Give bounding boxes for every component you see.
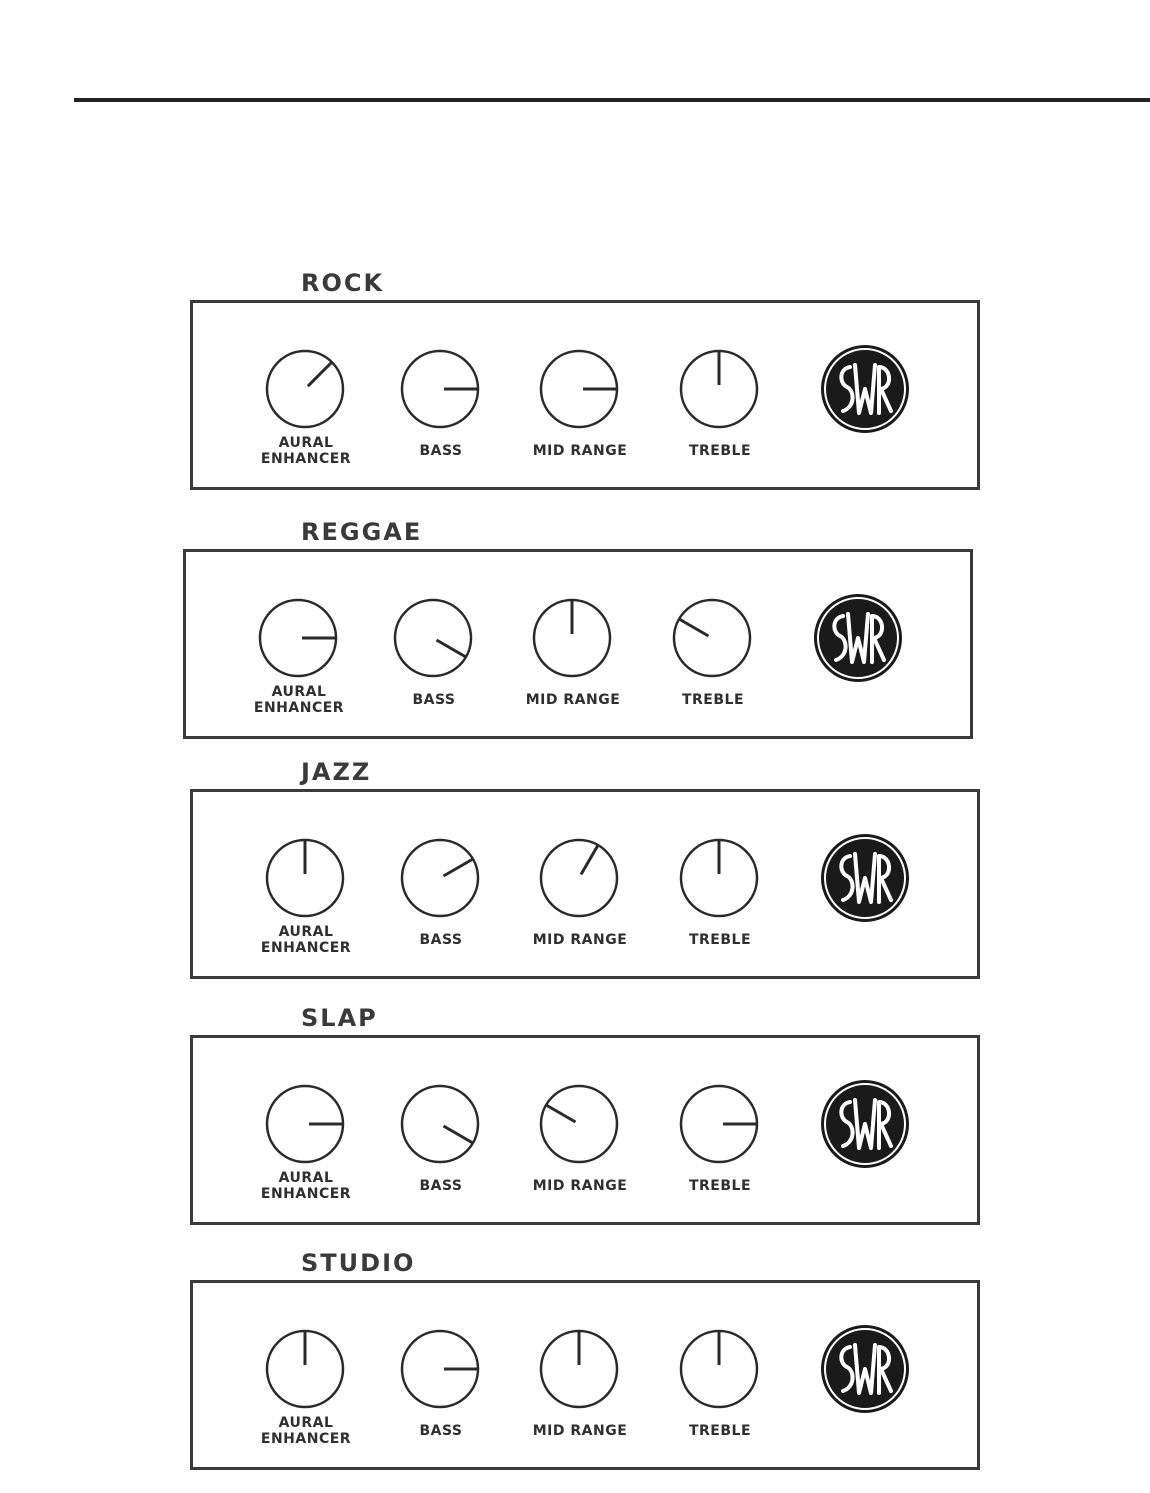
knob-dial-icon xyxy=(391,596,475,680)
knob-mid-range[interactable] xyxy=(500,1327,660,1457)
swr-logo-icon xyxy=(819,832,911,924)
knob-label: MID RANGE xyxy=(532,443,628,459)
knob-treble[interactable] xyxy=(640,1082,800,1212)
top-rule xyxy=(74,98,1150,102)
knob-label: BASS xyxy=(419,1178,463,1194)
knob-dial-icon xyxy=(677,1082,761,1166)
knob-label: MID RANGE xyxy=(532,1178,628,1194)
knob-label: TREBLE xyxy=(688,443,752,459)
knob-label: TREBLE xyxy=(688,932,752,948)
knob-dial-icon xyxy=(677,836,761,920)
preset-slap xyxy=(190,1005,980,1245)
knob-dial-icon xyxy=(670,596,754,680)
preset-title: ROCK xyxy=(301,269,385,297)
knob-dial-icon xyxy=(256,596,340,680)
preset-title: STUDIO xyxy=(301,1249,416,1277)
knob-dial-icon xyxy=(263,836,347,920)
knob-label: AURAL ENHANCER xyxy=(253,684,345,716)
knob-dial-icon xyxy=(263,1082,347,1166)
knob-label: AURAL ENHANCER xyxy=(260,435,352,467)
knob-dial-icon xyxy=(537,836,621,920)
knob-label: MID RANGE xyxy=(532,932,628,948)
knob-bass[interactable] xyxy=(361,836,521,966)
knob-label: BASS xyxy=(419,443,463,459)
preset-reggae xyxy=(183,519,973,759)
knob-dial-icon xyxy=(398,836,482,920)
preset-title: SLAP xyxy=(301,1004,378,1032)
knob-bass[interactable] xyxy=(361,1082,521,1212)
preset-studio xyxy=(190,1250,980,1490)
knob-label: BASS xyxy=(412,692,456,708)
knob-mid-range[interactable] xyxy=(493,596,653,726)
knob-treble[interactable] xyxy=(633,596,793,726)
knob-mid-range[interactable] xyxy=(500,347,660,477)
knob-label: TREBLE xyxy=(688,1178,752,1194)
amp-panel xyxy=(183,549,973,739)
knob-dial-icon xyxy=(263,347,347,431)
knob-label: MID RANGE xyxy=(532,1423,628,1439)
knob-dial-icon xyxy=(530,596,614,680)
amp-panel xyxy=(190,1035,980,1225)
knob-bass[interactable] xyxy=(361,1327,521,1457)
knob-dial-icon xyxy=(677,347,761,431)
amp-panel xyxy=(190,300,980,490)
preset-title: JAZZ xyxy=(301,758,372,786)
knob-bass[interactable] xyxy=(361,347,521,477)
knob-label: BASS xyxy=(419,1423,463,1439)
knob-dial-icon xyxy=(398,1327,482,1411)
swr-logo-icon xyxy=(819,1078,911,1170)
swr-logo-icon xyxy=(812,592,904,684)
preset-jazz xyxy=(190,759,980,999)
knob-dial-icon xyxy=(537,347,621,431)
preset-rock xyxy=(190,270,980,510)
knob-dial-icon xyxy=(677,1327,761,1411)
knob-bass[interactable] xyxy=(354,596,514,726)
knob-dial-icon xyxy=(263,1327,347,1411)
knob-dial-icon xyxy=(398,347,482,431)
knob-dial-icon xyxy=(537,1327,621,1411)
knob-treble[interactable] xyxy=(640,1327,800,1457)
knob-label: AURAL ENHANCER xyxy=(260,924,352,956)
knob-mid-range[interactable] xyxy=(500,836,660,966)
knob-label: AURAL ENHANCER xyxy=(260,1415,352,1447)
knob-treble[interactable] xyxy=(640,836,800,966)
amp-panel xyxy=(190,1280,980,1470)
amp-panel xyxy=(190,789,980,979)
knob-label: TREBLE xyxy=(688,1423,752,1439)
knob-dial-icon xyxy=(537,1082,621,1166)
knob-treble[interactable] xyxy=(640,347,800,477)
knob-label: TREBLE xyxy=(681,692,745,708)
swr-logo-icon xyxy=(819,1323,911,1415)
preset-title: REGGAE xyxy=(301,518,423,546)
knob-dial-icon xyxy=(398,1082,482,1166)
knob-mid-range[interactable] xyxy=(500,1082,660,1212)
knob-label: MID RANGE xyxy=(525,692,621,708)
knob-label: AURAL ENHANCER xyxy=(260,1170,352,1202)
knob-label: BASS xyxy=(419,932,463,948)
swr-logo-icon xyxy=(819,343,911,435)
